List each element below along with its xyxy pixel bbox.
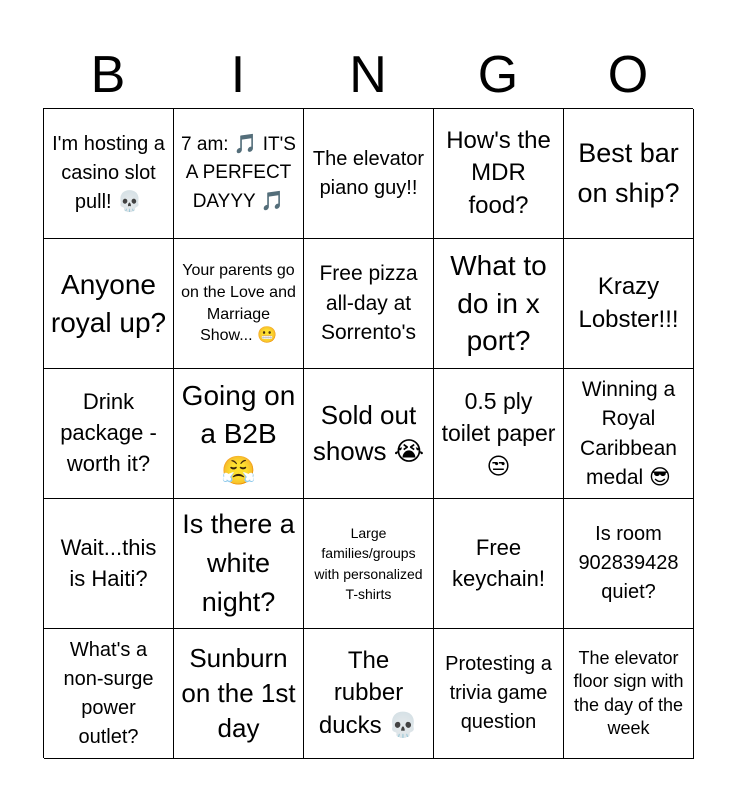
bingo-cell-r4c4[interactable]: Free keychain! — [434, 499, 564, 629]
bingo-cell-r2c1[interactable]: Anyone royal up? — [44, 239, 174, 369]
header-letter-o: O — [607, 46, 649, 104]
bingo-cell-r3c2[interactable]: Going on a B2B 😤 — [174, 369, 304, 499]
bingo-cell-r3c1[interactable]: Drink package - worth it? — [44, 369, 174, 499]
bingo-board — [43, 108, 693, 758]
bingo-cell-r1c1[interactable]: I'm hosting a casino slot pull! 💀 — [44, 109, 174, 239]
bingo-cell-r5c4[interactable]: Protesting a trivia game question — [434, 629, 564, 759]
header-letter-n: N — [349, 46, 387, 104]
bingo-cell-r5c2[interactable]: Sunburn on the 1st day — [174, 629, 304, 759]
bingo-header — [43, 42, 693, 108]
header-letter-b: B — [90, 46, 126, 104]
bingo-cell-r1c4[interactable]: How's the MDR food? — [434, 109, 564, 239]
bingo-cell-r3c3[interactable]: Sold out shows 😭 — [304, 369, 434, 499]
bingo-cell-r5c5[interactable]: The elevator floor sign with the day of the week — [564, 629, 694, 759]
bingo-cell-r2c3[interactable]: Free pizza all-day at Sorrento's — [304, 239, 434, 369]
bingo-cell-r1c2[interactable]: 7 am: 🎵 IT'S A PERFECT DAYYY 🎵 — [174, 109, 304, 239]
bingo-cell-r4c1[interactable]: Wait...this is Haiti? — [44, 499, 174, 629]
bingo-cell-r1c3[interactable]: The elevator piano guy!! — [304, 109, 434, 239]
header-letter-i: I — [230, 46, 246, 104]
bingo-cell-r1c5[interactable]: Best bar on ship? — [564, 109, 694, 239]
bingo-cell-r2c2[interactable]: Your parents go on the Love and Marriage Show... 😬 — [174, 239, 304, 369]
bingo-cell-r3c5[interactable]: Winning a Royal Caribbean medal 😎 — [564, 369, 694, 499]
bingo-cell-r5c1[interactable]: What's a non-surge power outlet? — [44, 629, 174, 759]
bingo-cell-r3c4[interactable]: 0.5 ply toilet paper 😒 — [434, 369, 564, 499]
header-letter-g: G — [477, 46, 519, 104]
bingo-cell-r4c2[interactable]: Is there a white night? — [174, 499, 304, 629]
bingo-cell-r5c3[interactable]: The rubber ducks 💀 — [304, 629, 434, 759]
bingo-cell-r4c3[interactable]: Large families/groups with personalized T-shirts — [304, 499, 434, 629]
bingo-cell-r2c5[interactable]: Krazy Lobster!!! — [564, 239, 694, 369]
bingo-cell-r2c4[interactable]: What to do in x port? — [434, 239, 564, 369]
bingo-cell-r4c5[interactable]: Is room 902839428 quiet? — [564, 499, 694, 629]
